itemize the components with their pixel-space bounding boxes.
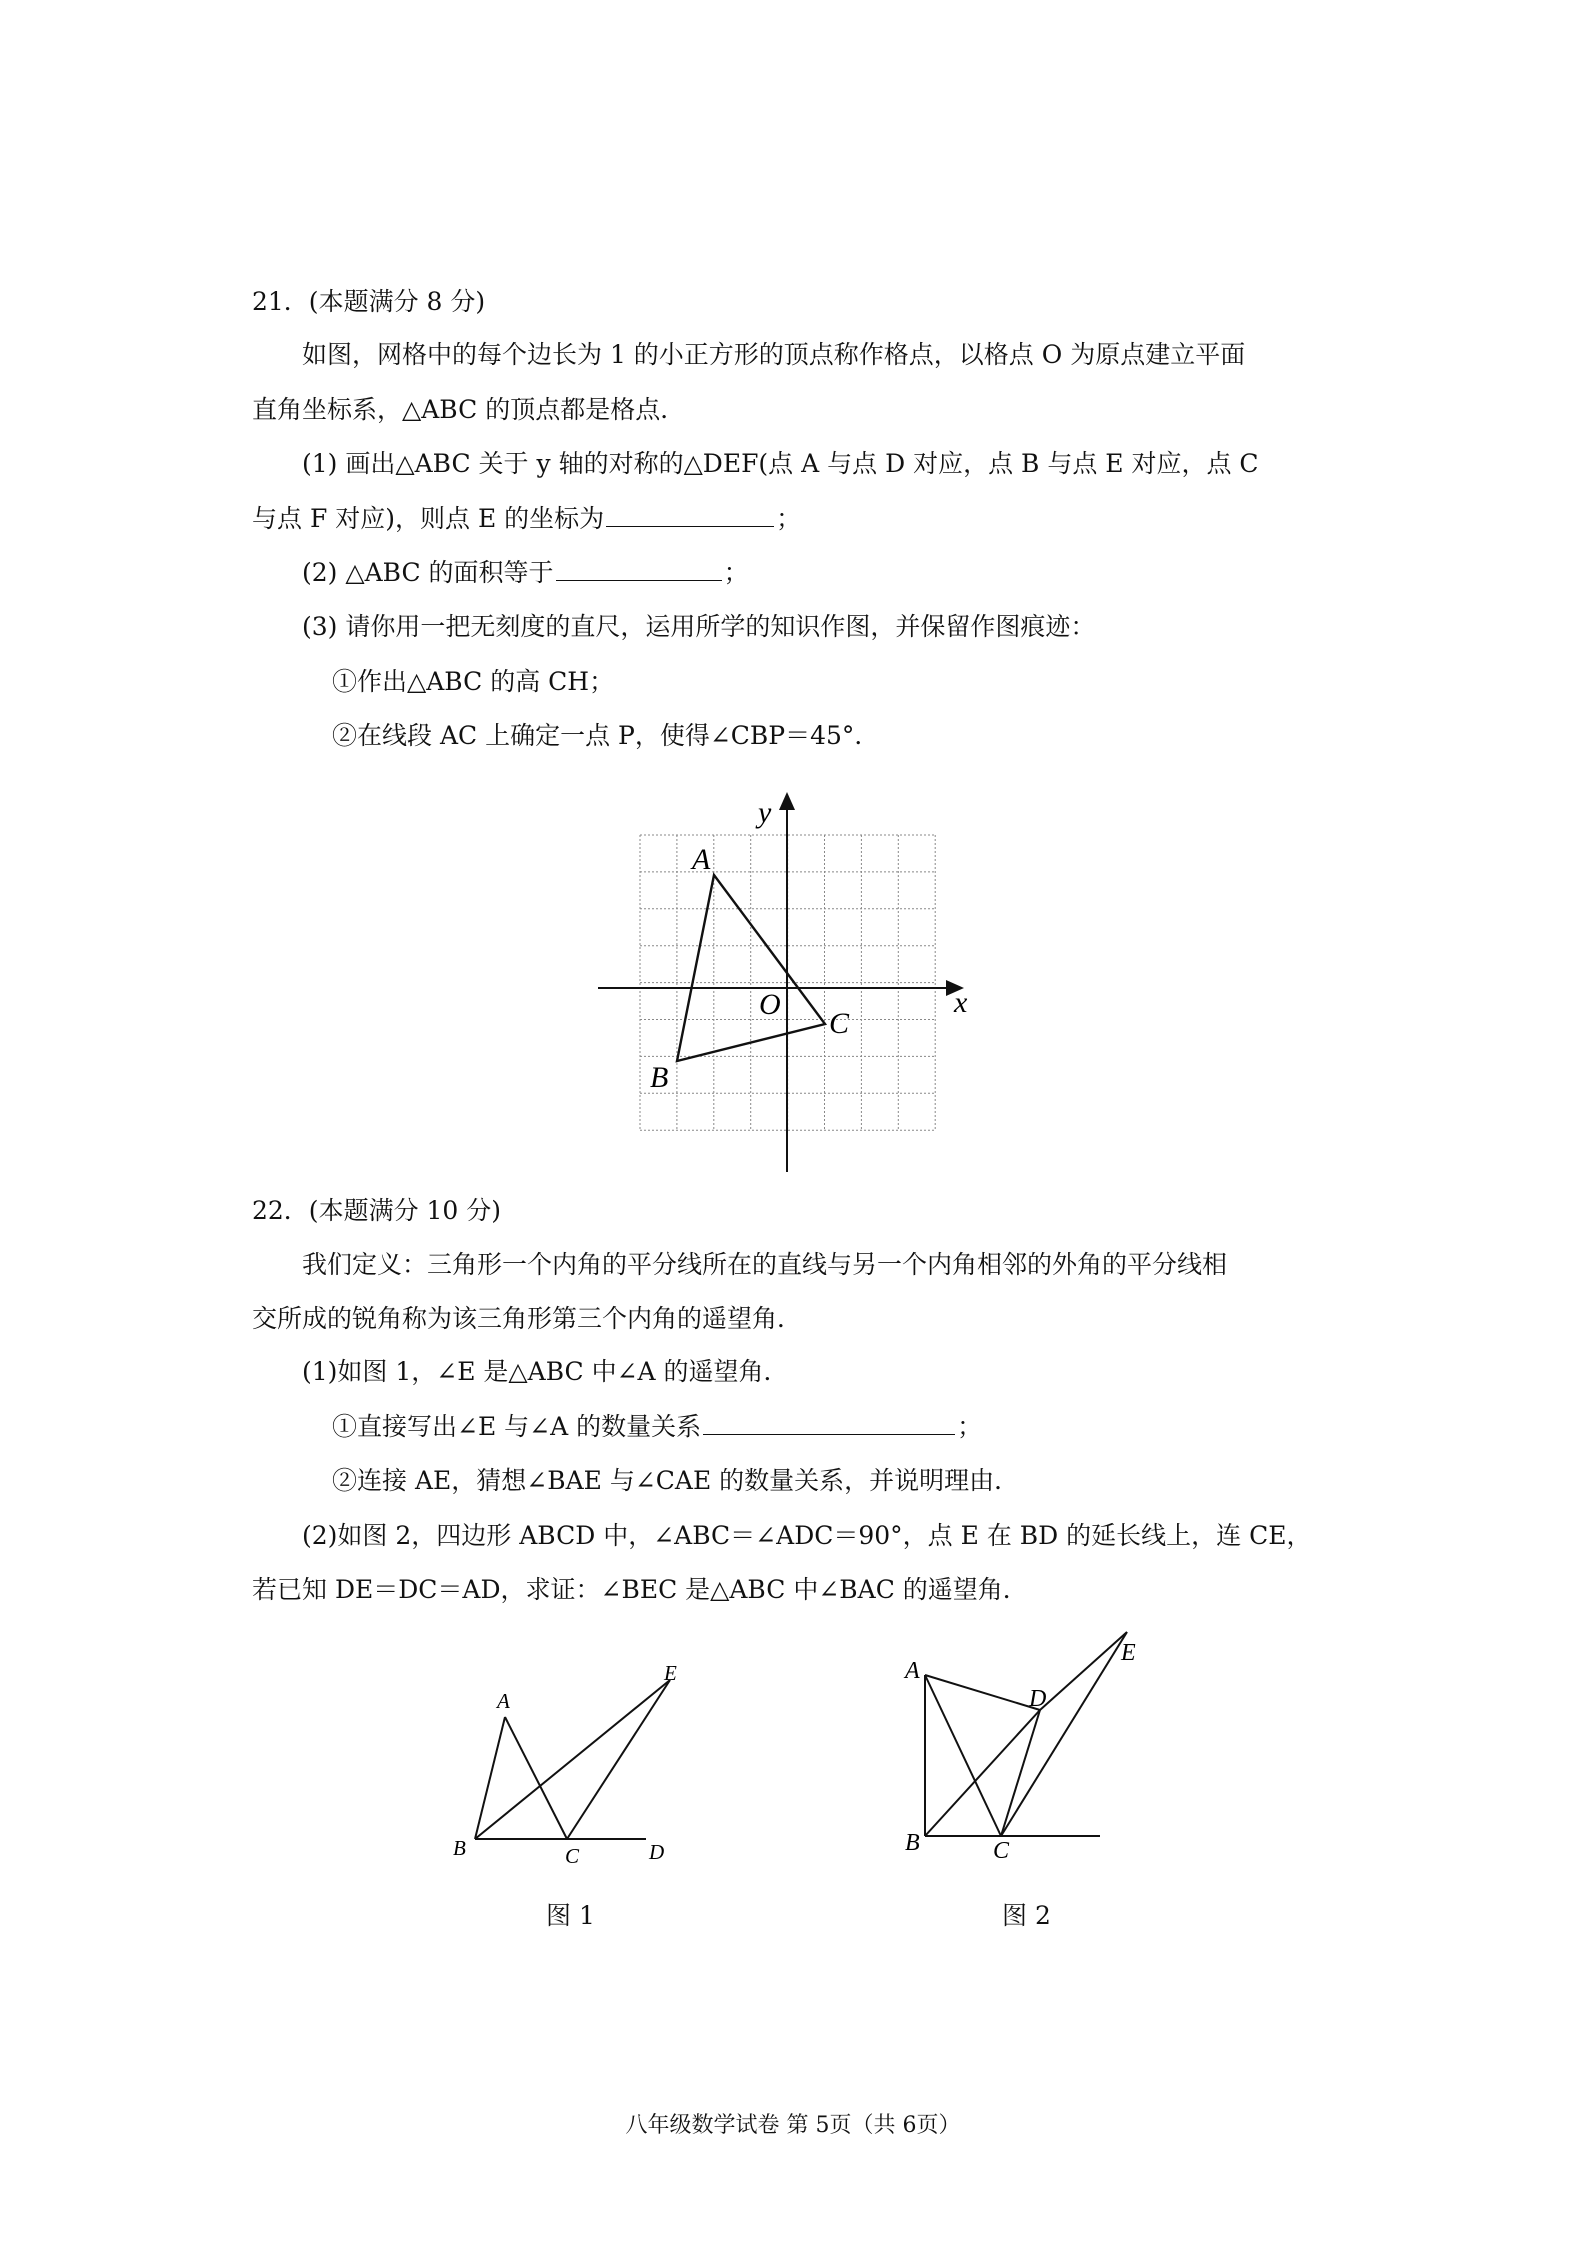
vertex-b-label: B: [650, 1061, 669, 1094]
q21-semicolon-1: ；: [776, 504, 802, 533]
q22-part1-b: ②连接 AE，猜想∠BAE 与∠CAE 的数量关系，并说明理由．: [332, 1466, 1020, 1495]
q21-part3-a: ①作出△ABC 的高 CH；: [332, 667, 615, 696]
q22-def-line2: 交所成的锐角称为该三角形第三个内角的遥望角．: [252, 1304, 803, 1333]
fig1-label-c: C: [565, 1844, 580, 1868]
q21-part1-line2: 与点 F 对应)，则点 E 的坐标为: [252, 504, 605, 533]
q22-part2-line1: (2)如图 2，四边形 ABCD 中，∠ABC＝∠ADC＝90°，点 E 在 BD 的延长线上，连 CE，: [302, 1521, 1312, 1550]
page-footer: 八年级数学试卷 第 5页（共 6页）: [625, 2113, 961, 2138]
vertex-a-label: A: [692, 843, 711, 876]
q22-header: 22．(本题满分 10 分): [252, 1196, 502, 1225]
q22-part2-line2: 若已知 DE＝DC＝AD，求证：∠BEC 是△ABC 中∠BAC 的遥望角．: [252, 1575, 1028, 1604]
q21-intro-line1: 如图，网格中的每个边长为 1 的小正方形的顶点称作格点，以格点 O 为原点建立平面: [302, 340, 1246, 369]
q21-part3-b: ②在线段 AC 上确定一点 P，使得∠CBP＝45°．: [332, 721, 880, 750]
origin-label: O: [759, 988, 781, 1021]
fig2-label-c: C: [993, 1838, 1010, 1864]
q21-coordinate-figure: [590, 790, 1010, 1180]
answer-blank-area[interactable]: [556, 558, 722, 581]
q22-def-line1: 我们定义：三角形一个内角的平分线所在的直线与另一个内角相邻的外角的平分线相: [302, 1250, 1228, 1279]
fig2-label-e: E: [1121, 1640, 1136, 1666]
fig1-label-d: D: [649, 1840, 665, 1864]
q21-part2: (2) △ABC 的面积等于: [302, 558, 554, 587]
vertex-c-label: C: [829, 1007, 850, 1040]
q21-semicolon-2: ；: [723, 558, 749, 587]
answer-blank-relation[interactable]: [703, 1412, 955, 1435]
fig1-caption: 图 1: [546, 1901, 595, 1930]
fig2-caption: 图 2: [1002, 1901, 1051, 1930]
q22-part1-a: ①直接写出∠E 与∠A 的数量关系: [332, 1412, 702, 1441]
axis-x-label: x: [954, 986, 968, 1019]
q21-part1-line1: (1) 画出△ABC 关于 y 轴的对称的△DEF(点 A 与点 D 对应，点 B 与点 E 对应，点 C: [302, 449, 1259, 478]
q21-part1-line2-wrap: [252, 503, 801, 535]
q21-part2-wrap: [302, 557, 749, 589]
q21-header: 21．(本题满分 8 分): [252, 287, 486, 316]
fig1-label-a: A: [497, 1689, 510, 1713]
answer-blank-e[interactable]: [606, 504, 774, 527]
fig2-label-a: A: [905, 1658, 920, 1684]
fig1-label-e: E: [664, 1661, 677, 1685]
q21-intro-line2: 直角坐标系，△ABC 的顶点都是格点．: [252, 395, 686, 424]
q22-part1-a-wrap: [332, 1411, 982, 1443]
fig1-label-b: B: [453, 1836, 466, 1860]
fig2-label-d: D: [1029, 1686, 1047, 1712]
axis-y-label: y: [758, 796, 772, 829]
q21-part3: (3) 请你用一把无刻度的直尺，运用所学的知识作图，并保留作图痕迹：: [302, 612, 1096, 641]
q22-figure-1: [440, 1640, 700, 1870]
q22-part1: (1)如图 1，∠E 是△ABC 中∠A 的遥望角．: [302, 1357, 789, 1386]
fig2-label-b: B: [905, 1830, 920, 1856]
q22-semicolon: ；: [957, 1412, 983, 1441]
q22-figure-2: [890, 1610, 1150, 1870]
